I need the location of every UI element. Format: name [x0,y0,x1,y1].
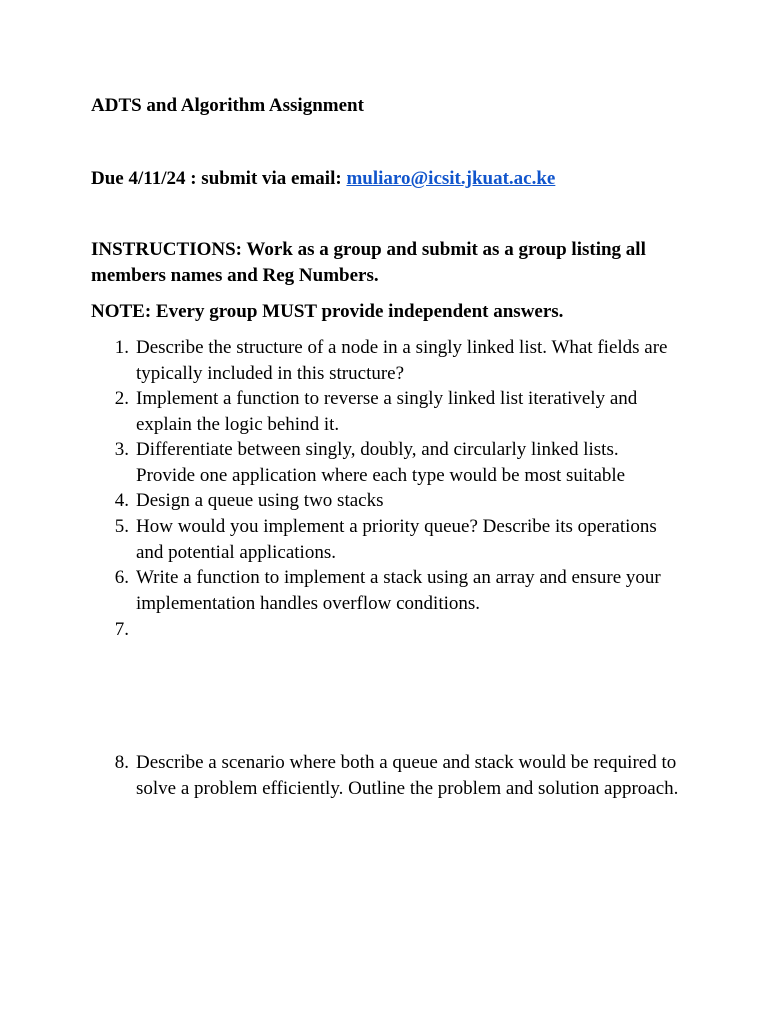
question-number: 1. [114,337,129,358]
question-text: Design a queue using two stacks [136,490,384,511]
question-text: Differentiate between singly, doubly, and circularly linked lists. Provide one application where each type would be most suitable [136,439,626,486]
question-number: 2. [114,388,129,409]
question-text: Describe a scenario where both a queue and stack would be required to solve a problem efficiently. Outline the problem and solution approach. [136,752,679,799]
question-text: Implement a function to reverse a singly linked list iteratively and explain the logic behind it. [136,388,638,435]
due-date-text: Due 4/11/24 : submit via email: [91,168,347,189]
question-number: 5. [114,516,129,537]
email-link[interactable]: muliaro@icsit.jkuat.ac.ke [346,168,556,189]
question-number: 7. [114,619,129,640]
note-text: NOTE: Every group MUST provide independent answers. [91,301,564,322]
question-text: Write a function to implement a stack using an array and ensure your implementation handles overflow conditions. [136,567,661,614]
question-number: 4. [114,490,129,511]
question-text: How would you implement a priority queue? Describe its operations and potential applications. [136,516,657,563]
question-number: 8. [114,752,129,773]
question-text: Describe the structure of a node in a singly linked list. What fields are typically included in this structure? [136,337,668,384]
instructions-text: INSTRUCTIONS: Work as a group and submit as a group listing all members names and Reg Numbers. [91,239,646,286]
document-title: ADTS and Algorithm Assignment [91,95,364,116]
question-number: 3. [114,439,129,460]
due-line [91,166,555,192]
question-number: 6. [114,567,129,588]
